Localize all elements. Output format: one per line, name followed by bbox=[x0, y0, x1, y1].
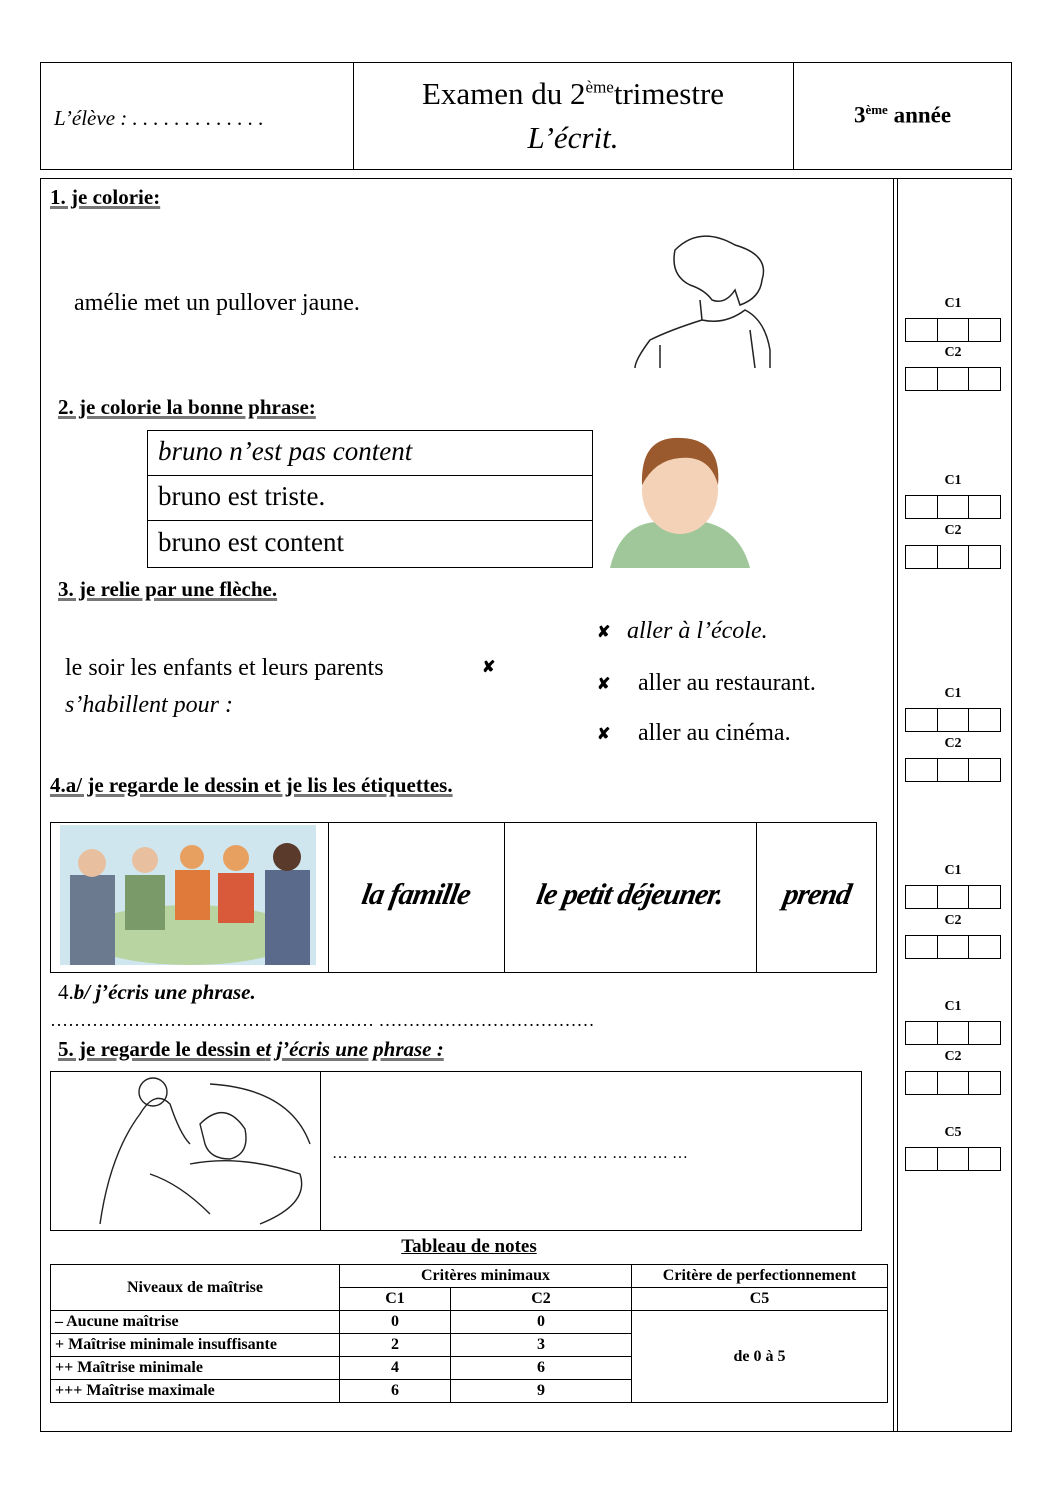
match-choice: aller au restaurant. bbox=[638, 670, 816, 696]
exam-title-sup: ème bbox=[585, 77, 614, 97]
score-cell[interactable] bbox=[906, 1148, 938, 1170]
score-cell[interactable] bbox=[906, 319, 938, 341]
level: – Aucune maîtrise bbox=[51, 1311, 340, 1334]
section-2-title: 2. je colorie la bonne phrase: bbox=[58, 395, 316, 419]
cross-mark-icon[interactable]: ✘ bbox=[482, 659, 496, 676]
choice-option[interactable]: bruno est content bbox=[158, 527, 344, 557]
score-cell[interactable] bbox=[969, 936, 1000, 958]
match-left-line2: s’habillent pour : bbox=[65, 692, 233, 718]
score-cell[interactable] bbox=[969, 319, 1000, 341]
header-levels: Niveaux de maîtrise bbox=[51, 1265, 340, 1311]
c2-value: 3 bbox=[451, 1334, 632, 1357]
score-cells[interactable] bbox=[905, 545, 1001, 569]
exam-title-text: Examen du 2 bbox=[421, 76, 586, 111]
score-label: C2 bbox=[944, 736, 962, 751]
score-cell[interactable] bbox=[906, 496, 938, 518]
family-breakfast-picture bbox=[60, 825, 316, 965]
score-cells[interactable] bbox=[905, 935, 1001, 959]
score-cell[interactable] bbox=[938, 1148, 970, 1170]
cross-mark-icon[interactable]: ✘ bbox=[597, 676, 611, 693]
score-cell[interactable] bbox=[906, 709, 938, 731]
c2-value: 9 bbox=[451, 1380, 632, 1403]
choice-option[interactable]: bruno n’est pas content bbox=[158, 436, 413, 466]
score-cells[interactable] bbox=[905, 1071, 1001, 1095]
label-le-petit-dejeuner: le petit déjeuner. bbox=[534, 878, 727, 911]
score-cell[interactable] bbox=[938, 759, 970, 781]
score-cells[interactable] bbox=[905, 758, 1001, 782]
c1-value: 6 bbox=[340, 1380, 451, 1403]
notes-table bbox=[50, 1264, 888, 1403]
section-1-sentence: amélie met un pullover jaune. bbox=[74, 290, 360, 316]
grade-num: 3 bbox=[853, 102, 866, 128]
score-cell[interactable] bbox=[906, 1022, 938, 1044]
score-label: C1 bbox=[944, 473, 962, 488]
label-prend: prend bbox=[780, 878, 854, 911]
score-label: C1 bbox=[944, 999, 962, 1014]
score-cell[interactable] bbox=[906, 546, 938, 568]
score-cell[interactable] bbox=[938, 886, 970, 908]
score-cells[interactable] bbox=[905, 367, 1001, 391]
row-divider bbox=[147, 520, 593, 521]
section-5-title-a: 5. je regarde le dessin e bbox=[58, 1037, 266, 1061]
choice-option[interactable]: bruno est triste. bbox=[158, 481, 326, 511]
score-cell[interactable] bbox=[969, 1022, 1000, 1044]
header-c1: C1 bbox=[340, 1288, 451, 1311]
c1-value: 0 bbox=[340, 1311, 451, 1334]
score-cell[interactable] bbox=[969, 709, 1000, 731]
c2-value: 6 bbox=[451, 1357, 632, 1380]
table-row bbox=[51, 1311, 888, 1334]
exam-subtitle: L’écrit. bbox=[527, 120, 619, 155]
score-cell[interactable] bbox=[969, 1072, 1000, 1094]
score-cell[interactable] bbox=[969, 496, 1000, 518]
score-cell[interactable] bbox=[906, 936, 938, 958]
student-name-label: L’élève : . . . . . . . . . . . . . bbox=[54, 106, 264, 130]
divider bbox=[893, 178, 894, 1432]
divider bbox=[897, 178, 898, 1432]
grade-label bbox=[793, 102, 1012, 129]
level: + Maîtrise minimale insuffisante bbox=[51, 1334, 340, 1357]
score-cells[interactable] bbox=[905, 708, 1001, 732]
c1-value: 4 bbox=[340, 1357, 451, 1380]
section-5-title-b: t j’écris une phrase : bbox=[265, 1037, 444, 1061]
match-left-line1: le soir les enfants et leurs parents bbox=[65, 655, 384, 681]
level: +++ Maîtrise maximale bbox=[51, 1380, 340, 1403]
divider bbox=[320, 1071, 321, 1231]
score-cell[interactable] bbox=[906, 1072, 938, 1094]
score-label: C2 bbox=[944, 1049, 962, 1064]
exam-title-end: trimestre bbox=[613, 76, 725, 111]
score-cell[interactable] bbox=[938, 1072, 970, 1094]
score-cells[interactable] bbox=[905, 885, 1001, 909]
score-cell[interactable] bbox=[938, 319, 970, 341]
match-choice: aller au cinéma. bbox=[638, 720, 791, 746]
row-divider bbox=[147, 475, 593, 476]
section-4a-title: 4.a/ je regarde le dessin et je lis les étiquettes. bbox=[50, 773, 453, 797]
score-cells[interactable] bbox=[905, 495, 1001, 519]
score-cell[interactable] bbox=[969, 368, 1000, 390]
sick-girl-drawing bbox=[60, 1074, 315, 1226]
header-min: Critères minimaux bbox=[340, 1265, 632, 1288]
score-cell[interactable] bbox=[906, 886, 938, 908]
score-cell[interactable] bbox=[906, 759, 938, 781]
header-perf: Critère de perfectionnement bbox=[632, 1265, 888, 1288]
score-cells[interactable] bbox=[905, 1021, 1001, 1045]
score-label: C2 bbox=[944, 523, 962, 538]
score-cell[interactable] bbox=[906, 368, 938, 390]
girl-drawing bbox=[630, 220, 780, 370]
score-cell[interactable] bbox=[938, 496, 970, 518]
score-cell[interactable] bbox=[969, 1148, 1000, 1170]
answer-line[interactable]: … … … … … … … … … … … … … … … … … … bbox=[332, 1145, 688, 1162]
c5-value: de 0 à 5 bbox=[632, 1311, 888, 1403]
cross-mark-icon[interactable]: ✘ bbox=[597, 624, 611, 641]
cross-mark-icon[interactable]: ✘ bbox=[597, 726, 611, 743]
score-label: C5 bbox=[944, 1125, 962, 1140]
section-4b-prefix: 4. bbox=[58, 980, 74, 1004]
score-label: C1 bbox=[944, 686, 962, 701]
answer-line[interactable]: ……………………………………………… ……………………………… bbox=[50, 1010, 595, 1030]
score-label: C2 bbox=[944, 345, 962, 360]
score-cell[interactable] bbox=[938, 1022, 970, 1044]
boy-picture bbox=[600, 430, 758, 568]
score-cell[interactable] bbox=[938, 546, 970, 568]
notes-title: Tableau de notes bbox=[401, 1236, 537, 1257]
section-1-title: 1. je colorie: bbox=[50, 185, 161, 209]
grade-end: année bbox=[887, 102, 952, 128]
section-4b-text: b/ j’écris une phrase. bbox=[73, 980, 256, 1004]
score-cell[interactable] bbox=[969, 546, 1000, 568]
section-5-title bbox=[58, 1037, 444, 1062]
c1-value: 2 bbox=[340, 1334, 451, 1357]
score-cell[interactable] bbox=[938, 936, 970, 958]
score-cell[interactable] bbox=[938, 709, 970, 731]
header-c5: C5 bbox=[632, 1288, 888, 1311]
section-4b-title bbox=[58, 980, 256, 1005]
score-cell[interactable] bbox=[969, 759, 1000, 781]
score-cell[interactable] bbox=[938, 368, 970, 390]
grade-sup: ème bbox=[865, 102, 888, 117]
score-cells[interactable] bbox=[905, 318, 1001, 342]
score-label: C1 bbox=[944, 296, 962, 311]
score-cells[interactable] bbox=[905, 1147, 1001, 1171]
label-la-famille: la famille bbox=[359, 878, 473, 911]
score-label: C1 bbox=[944, 863, 962, 878]
c2-value: 0 bbox=[451, 1311, 632, 1334]
section-3-title: 3. je relie par une flèche. bbox=[58, 577, 278, 601]
match-choice: aller à l’école. bbox=[627, 618, 768, 644]
level: ++ Maîtrise minimale bbox=[51, 1357, 340, 1380]
exam-title bbox=[353, 76, 793, 112]
score-label: C2 bbox=[944, 913, 962, 928]
header-c2: C2 bbox=[451, 1288, 632, 1311]
score-cell[interactable] bbox=[969, 886, 1000, 908]
